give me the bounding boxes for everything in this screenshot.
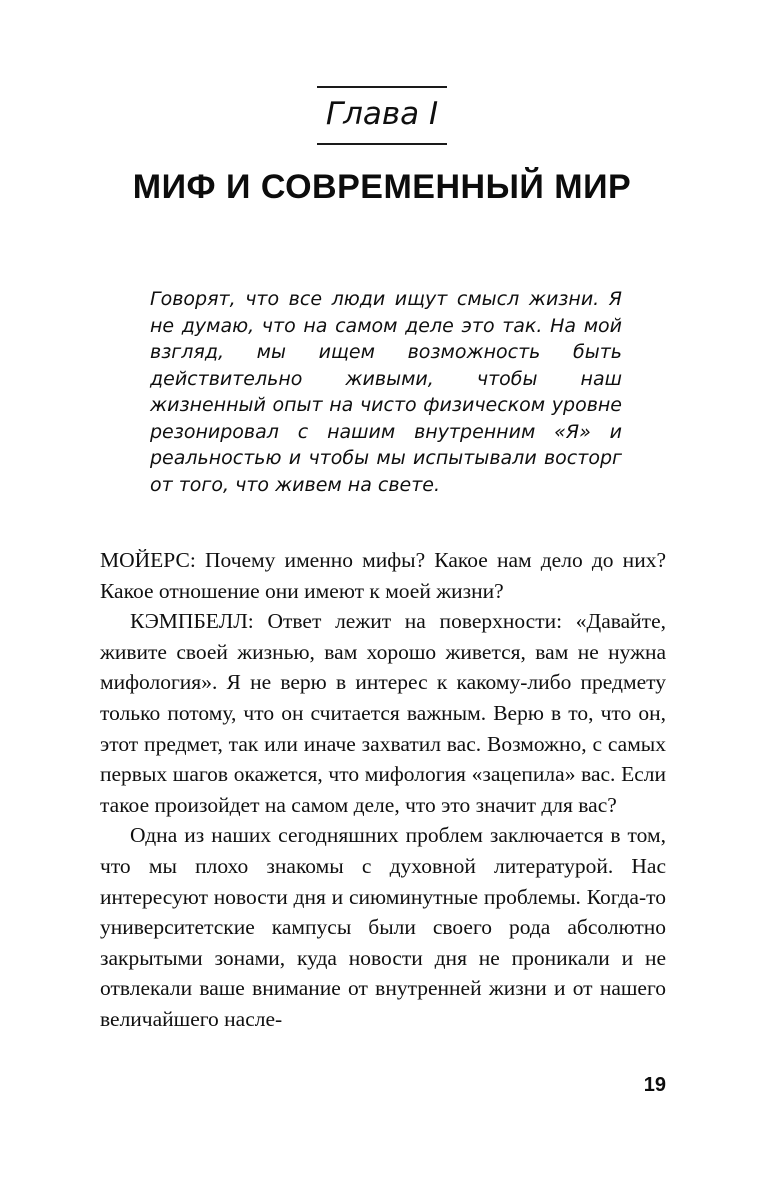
paragraph-campbell-continued: Одна из наших сегодняшних проблем заключается в том, что мы плохо знакомы с духовной литературой. Нас интересуют новости дня и сиюминутные проблемы. Когда-то университетские кампусы были своего рода абсолютно закрытыми зонами, куда новости дня не проникали и не отвлекали ваше внимание от внутренней жизни и от нашего величайшего насле- xyxy=(100,823,666,1031)
epigraph: Говорят, что все люди ищут смысл жизни. Я не думаю, что на самом деле это так. На мой взгляд, мы ищем возможность быть действительно живыми, чтобы наш жизненный опыт на чисто физическом уровне резонировал с нашим внутренним «Я» и реальностью и чтобы мы испытывали восторг от того, что живем на свете. xyxy=(150,288,622,496)
paragraph-moyers: МОЙЕРС: Почему именно мифы? Какое нам дело до них? Какое отношение они имеют к моей жизни? xyxy=(100,548,666,603)
chapter-label: Глава I xyxy=(325,96,439,132)
page-number: 19 xyxy=(643,1074,666,1096)
paragraph-campbell: КЭМПБЕЛЛ: Ответ лежит на поверхности: «Давайте, живите своей жизнью, вам хорошо живется, вам не нужна мифология». Я не верю в интерес к какому-либо предмету только потому, что он считается важным. Верю в то, что он, этот предмет, так или иначе захватил вас. Возможно, с самых первых шагов окажется, что мифология «зацепила» вас. Если такое произойдет на самом деле, что это значит для вас? xyxy=(100,609,666,817)
chapter-rule-bottom xyxy=(317,143,447,145)
body-text xyxy=(100,545,666,1035)
chapter-title: МИФ И СОВРЕМЕННЫЙ МИР xyxy=(132,168,632,206)
chapter-heading xyxy=(0,86,764,145)
